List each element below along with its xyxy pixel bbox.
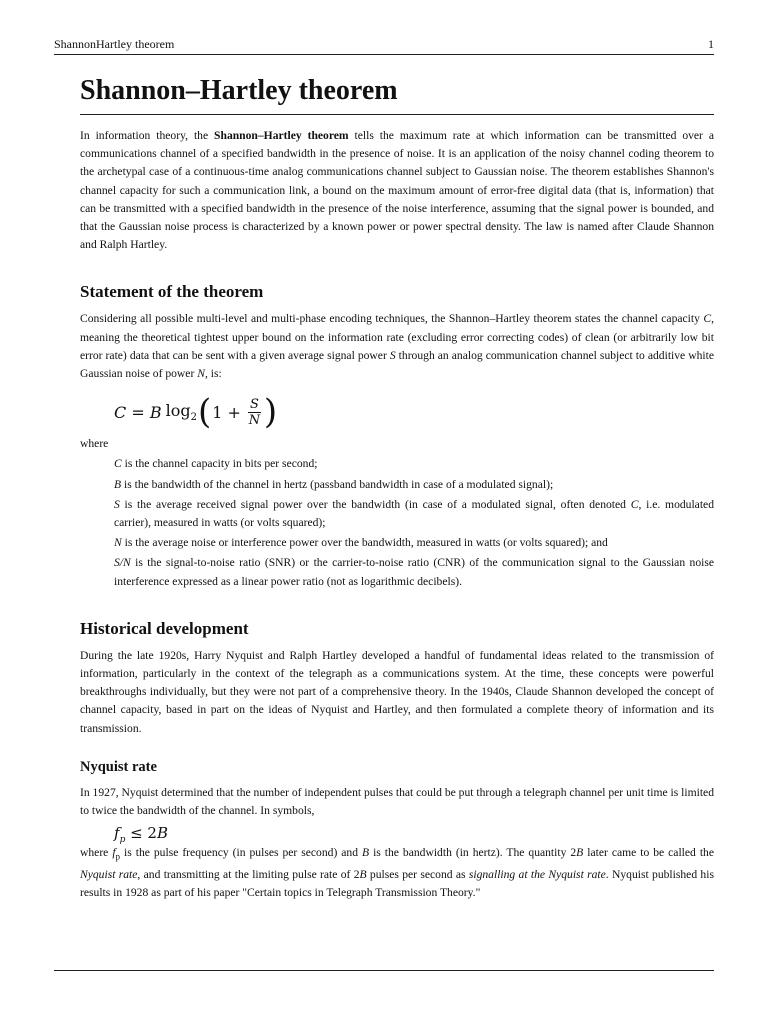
definition-item [114,455,714,473]
intro-text: In information theory, the [80,129,215,142]
text: , and transmitting at the limiting pulse rate of 2 [137,867,360,881]
text: where [80,846,113,860]
header-rule [54,54,714,55]
formula-equals: = [126,402,150,422]
definition-text: is the channel capacity in bits per second; [121,457,318,471]
section-heading-statement: Statement of the theorem [80,282,264,302]
text: is the pulse frequency (in pulses per second) and [120,846,362,860]
definition-text: is the average noise or interference power over the bandwidth, measured in watts (or volts squared); and [121,536,608,550]
symbol: B [362,846,370,860]
definition-text: is the signal-to-noise ratio (SNR) or the carrier-to-noise ratio (CNR) of the communication signal to the Gaussian noise interference expressed as a linear power ratio (not as logarithmic decibels). [114,556,714,588]
intro-paragraph [80,127,714,254]
text: is the bandwidth (in hertz). The quantity 2 [369,846,577,860]
section-heading-history: Historical development [80,618,249,638]
intro-bold-term: Shannon–Hartley theorem [214,129,349,142]
formula-c: C [114,402,127,422]
close-paren: ) [263,392,278,433]
page-title: Shannon–Hartley theorem [80,66,714,115]
nyquist-where-paragraph [80,844,714,902]
definition-symbol: C [114,457,122,471]
text: Considering all possible multi-level and multi-phase encoding techniques, the Shannon–Hartley theorem states the channel capacity [80,312,704,326]
intro-text-rest: tells the maximum rate at which information can be transmitted over a communications channel of a specified bandwidth in the presence of noise. It is an application of the noisy channel coding theorem to the archetypal case of a continuous-time analog communications channel subject to Gaussian noise. The theorem establishes Shannon's channel capacity for such a communication link, a bound on the maximum amount of error-free digital data (that is, information) that can be transmitted with a specified bandwidth in the presence of the noise interference, assuming that the signal power is bounded, and that the Gaussian noise process is characterized by a known power or power spectral density. The law is named after Claude Shannon and Ralph Hartley. [80,129,714,252]
symbol: B [576,846,584,860]
definition-item [114,554,714,590]
symbol: C [703,312,712,326]
nyquist-formula [114,824,714,844]
subsection-heading-nyquist: Nyquist rate [80,758,157,775]
article-body [80,66,714,902]
symbol: f [112,846,116,860]
formula-log [166,401,197,423]
italic-term: Nyquist rate [80,867,138,881]
definition-symbol: S/N [114,556,131,570]
shannon-formula [114,391,714,433]
definition-list [114,455,714,590]
text: , is: [204,367,222,381]
formula-fraction [248,397,261,428]
formula-b: B [156,824,169,843]
footer-rule [54,970,714,971]
definition-symbol: N [114,536,122,550]
definition-item [114,496,714,532]
definition-item [114,476,714,494]
definition-symbol: B [114,477,122,491]
page-number: 1 [708,37,714,51]
nyquist-paragraph: In 1927, Nyquist determined that the number of independent pulses that could be put through a telegraph channel per unit time is limited to twice the bandwidth of the channel. In symbols, [80,785,714,818]
text: . Nyquist published his results in 1928 as part of his paper "Certain topics in Telegraph Transmission Theory." [80,867,714,899]
fraction-numerator: S [250,396,259,412]
running-title: ShannonHartley theorem [54,37,175,51]
text: later came to be called the [583,846,714,860]
symbol: S [389,348,396,362]
definition-text: is the bandwidth of the channel in hertz (passband bandwidth in case of a modulated signal); [121,477,554,491]
definition-text: , i.e. modulated carrier), measured in watts (or volts squared); [114,497,714,530]
formula-b: B [149,402,162,422]
history-paragraph: During the late 1920s, Harry Nyquist and Ralph Hartley developed a handful of fundamental ideas related to the transmission of information, particularly in the context of the telegraph as a communications system. At the time, these concepts were powerful breakthroughs individually, but they were not part of a comprehensive theory. In the 1940s, Claude Shannon developed the concept of channel capacity, based in part on the ideas of Nyquist and Hartley, and then formulated a complete theory of information and its transmission. [80,648,714,735]
formula-f: f [114,824,120,843]
text: pulses per second as [366,867,469,881]
formula-relation: ≤ 2 [125,824,157,843]
subscript: p [115,851,121,862]
text: through an analog communication channel subject to additive white Gaussian noise of power [80,348,714,381]
definition-symbol: S [114,497,120,511]
text: , meaning the theoretical tightest upper bound on the information rate (excluding error correcting codes) of clean (or arbitrarily low bit error rate) data that can be sent with a given average signal power [80,312,714,362]
log-base: 2 [190,412,197,424]
statement-paragraph [80,310,714,383]
fraction-denominator: N [248,412,261,428]
where-label: where [80,437,109,451]
running-header [54,36,714,52]
symbol: N [197,367,205,381]
definition-text: is the average received signal power over the bandwidth (in case of a modulated signal, often denoted [119,497,631,511]
log-text: log [165,401,191,421]
italic-term: signalling at the Nyquist rate [468,867,606,881]
formula-sub: p [119,835,126,846]
symbol: B [359,867,367,881]
definition-item [114,534,714,552]
definition-symbol: C [630,497,639,511]
formula-one-plus: 1 + [212,402,246,422]
open-paren: ( [197,392,212,433]
